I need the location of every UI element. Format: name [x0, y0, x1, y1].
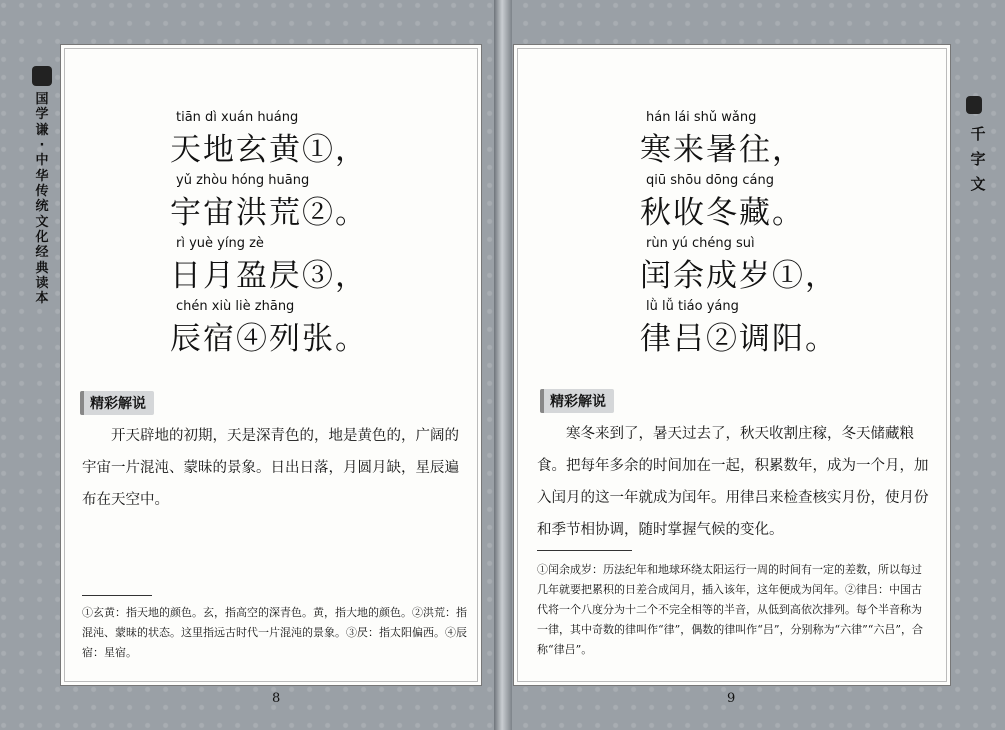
left-section-label: 精彩解说 [80, 391, 154, 415]
verse-pinyin: chén xiù liè zhāng [176, 299, 295, 314]
left-verse-block [170, 110, 410, 362]
left-footnote: ①玄黄：指天地的颜色。玄，指高空的深青色。黄，指大地的颜色。②洪荒：指混沌、蒙昧的状态。这里指远古时代一片混沌的景象。③昃：指太阳偏西。④辰宿：星宿。 [82, 606, 467, 659]
right-footnote-rule [537, 550, 632, 551]
verse-hanzi: 辰宿④列张。 [170, 321, 368, 357]
book-spine [494, 0, 512, 730]
right-explanation: 寒冬来到了，暑天过去了，秋天收割庄稼，冬天储藏粮食。把每年多余的时间加在一起，积累数年，成为一个月，加入闰月的这一年就成为闰年。用律吕来检查核实月份，使月份和季节相协调，随时掌握气候的变化。 [537, 426, 929, 538]
left-footnote-rule [82, 595, 152, 596]
right-verse-block [640, 110, 900, 362]
right-section-label: 精彩解说 [540, 389, 614, 413]
verse-pinyin: rì yuè yíng zè [176, 236, 264, 251]
left-explanation: 开天辟地的初期，天是深青色的，地是黄色的，广阔的宇宙一片混沌、蒙昧的景象。日出日落，月圆月缺，星辰遍布在天空中。 [82, 428, 459, 508]
verse-line [170, 173, 410, 236]
verse-hanzi: 秋收冬藏。 [640, 195, 805, 231]
right-page-number: 9 [727, 691, 736, 706]
verse-pinyin: qiū shōu dōng cáng [646, 173, 775, 188]
verse-hanzi: 寒来暑往， [640, 132, 805, 168]
verse-line [640, 173, 900, 236]
verse-hanzi: 闰余成岁①， [640, 258, 838, 294]
left-running-title: 国 学 谦 · 中 华 传 统 文 化 经 典 读 本 [35, 92, 49, 307]
verse-pinyin: tiān dì xuán huáng [176, 110, 299, 125]
seal-stamp-icon [32, 66, 52, 86]
verse-pinyin: lǜ lǚ tiáo yáng [646, 299, 739, 314]
verse-hanzi: 日月盈昃③， [170, 258, 368, 294]
verse-line [640, 299, 900, 362]
verse-hanzi: 律吕②调阳。 [640, 321, 838, 357]
verse-line [170, 299, 410, 362]
brush-icon [966, 96, 982, 114]
right-running-title: 千 字 文 [970, 125, 986, 193]
verse-hanzi: 宇宙洪荒②。 [170, 195, 368, 231]
verse-line [640, 236, 900, 299]
verse-pinyin: hán lái shǔ wǎng [646, 110, 757, 125]
verse-line [170, 236, 410, 299]
verse-hanzi: 天地玄黄①， [170, 132, 368, 168]
left-page-number: 8 [272, 691, 281, 706]
verse-line [170, 110, 410, 173]
verse-line [640, 110, 900, 173]
verse-pinyin: rùn yú chéng suì [646, 236, 755, 251]
right-footnote: ①闰余成岁：历法纪年和地球环绕太阳运行一周的时间有一定的差数，所以每过几年就要把累积的日差合成闰月，插入该年，这年便成为闰年。②律吕：中国古代将一个八度分为十二个不完全相等的半音，从低到高依次排列。每个半音称为一律，其中奇数的律叫作“律”，偶数的律叫作“吕”，分别称为“六律”“六吕”，合称“律吕”。 [537, 563, 923, 656]
verse-pinyin: yǔ zhòu hóng huāng [176, 173, 310, 188]
